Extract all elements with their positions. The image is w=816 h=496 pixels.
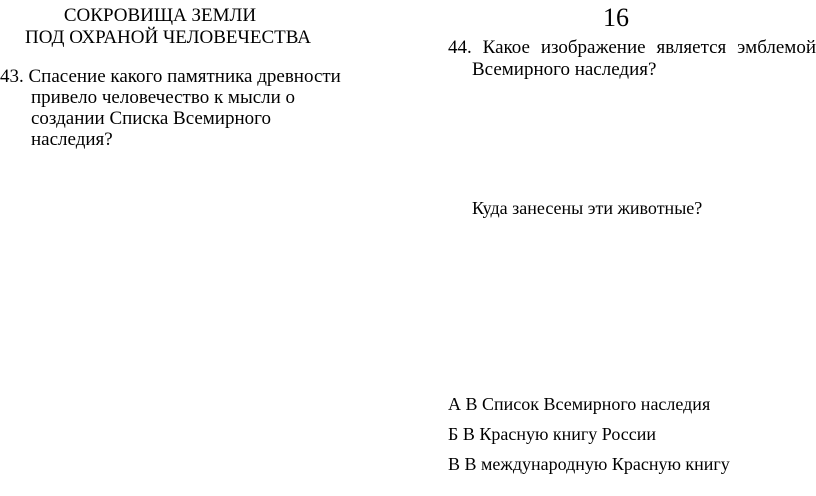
question-43-line-2: привело человечество к мысли о [31, 87, 296, 108]
answer-option-b: Б В Красную книгу России [448, 424, 657, 444]
animals-question: Куда занесены эти животные? [472, 198, 703, 218]
question-44-line-1: 44. Какое изображение является эмблемой [448, 37, 816, 58]
section-title-line-2: ПОД ОХРАНОЙ ЧЕЛОВЕЧЕСТВА [25, 27, 311, 48]
answer-option-a: А В Список Всемирного наследия [448, 394, 711, 414]
page-number: 16 [603, 3, 629, 32]
section-title-line-1: СОКРОВИЩА ЗЕМЛИ [63, 5, 257, 26]
question-43-line-1: 43. Спасение какого памятника древности [0, 66, 341, 87]
answer-option-c: В В международную Красную книгу [448, 454, 730, 474]
question-43-line-3: создании Списка Всемирного [31, 108, 271, 129]
question-43-line-4: наследия? [31, 129, 113, 150]
question-44-line-2: Всемирного наследия? [472, 59, 657, 80]
